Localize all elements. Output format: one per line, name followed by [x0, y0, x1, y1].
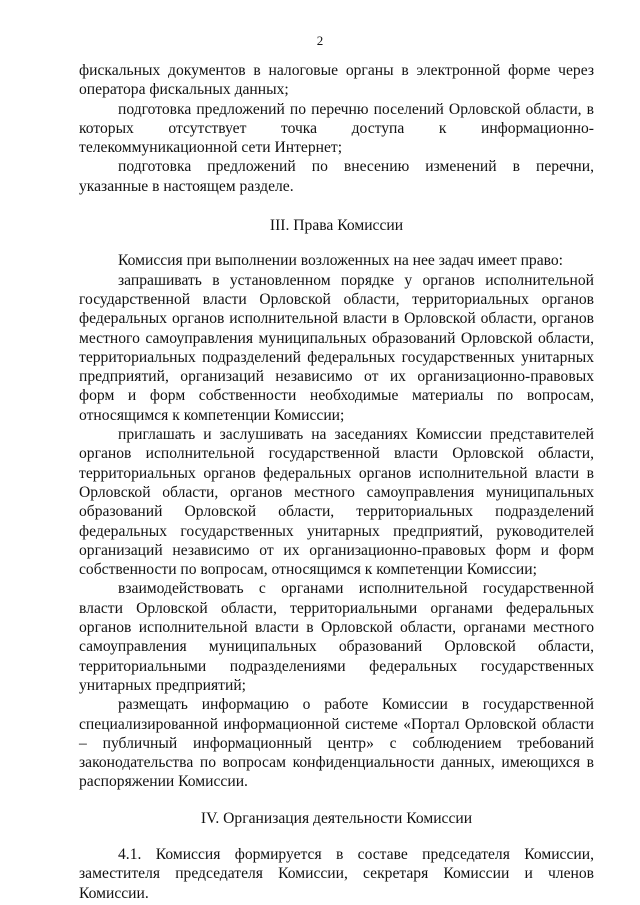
right-invite-representatives: приглашать и заслушивать на заседаниях Комиссии представителей органов исполнительной государственной власти Орловской области, территориальных органов федеральных органов исполнительной власти в Орловской области, органов местного самоуправления муниципальных образований Орловской области, территориальных подразделений федеральных государственных унитарных предприятий, руководителей организаций независимо от их организационно-правовых форм и форм собственности по вопросам, относящимся к компетенции Комиссии;	[79, 426, 594, 579]
paragraph-list-changes: подготовка предложений по внесению изменений в перечни, указанные в настоящем разделе.	[79, 158, 594, 195]
section-heading-rights: III. Права Комиссии	[269, 217, 404, 235]
paragraph-fiscal-documents: фискальных документов в налоговые органы в электронной форме через оператора фискальных данных;	[79, 62, 594, 99]
page-number: 2	[316, 33, 324, 48]
clause-4-1: 4.1. Комиссия формируется в составе председателя Комиссии, заместителя председателя Комиссии, секретаря Комиссии и членов Комиссии.	[79, 845, 594, 902]
section-heading-organization: IV. Организация деятельности Комиссии	[200, 809, 473, 827]
right-interact-with-bodies: взаимодействовать с органами исполнительной государственной власти Орловской области, территориальными органами федеральных органов исполнительной власти в Орловской области, органами местного самоуправления муниципальных образований Орловской области, территориальными подразделениями федеральных государственных унитарных предприятий;	[79, 580, 594, 694]
document-body	[79, 61, 594, 903]
right-request-materials: запрашивать в установленном порядке у органов исполнительной государственной власти Орловской области, территориальных органов федеральных органов исполнительной власти в Орловской области, органов местного самоуправления муниципальных образований Орловской области, территориальных подразделений федеральных государственных унитарных предприятий, организаций независимо от их организационно-правовых форм и форм собственности необходимые материалы по вопросам, относящимся к компетенции Комиссии;	[79, 271, 594, 424]
paragraph-settlements-proposals: подготовка предложений по перечню поселений Орловской области, в которых отсутствует точка доступа к информационно-телекоммуникационной сети Интернет;	[79, 100, 594, 157]
right-publish-information: размещать информацию о работе Комиссии в государственной специализированной информационной системе «Портал Орловской области – публичный информационный центр» с соблюдением требований законодательства по вопросам конфиденциальности данных, имеющихся в распоряжении Комиссии.	[79, 696, 594, 791]
rights-lead: Комиссия при выполнении возложенных на нее задач имеет право:	[118, 252, 564, 270]
